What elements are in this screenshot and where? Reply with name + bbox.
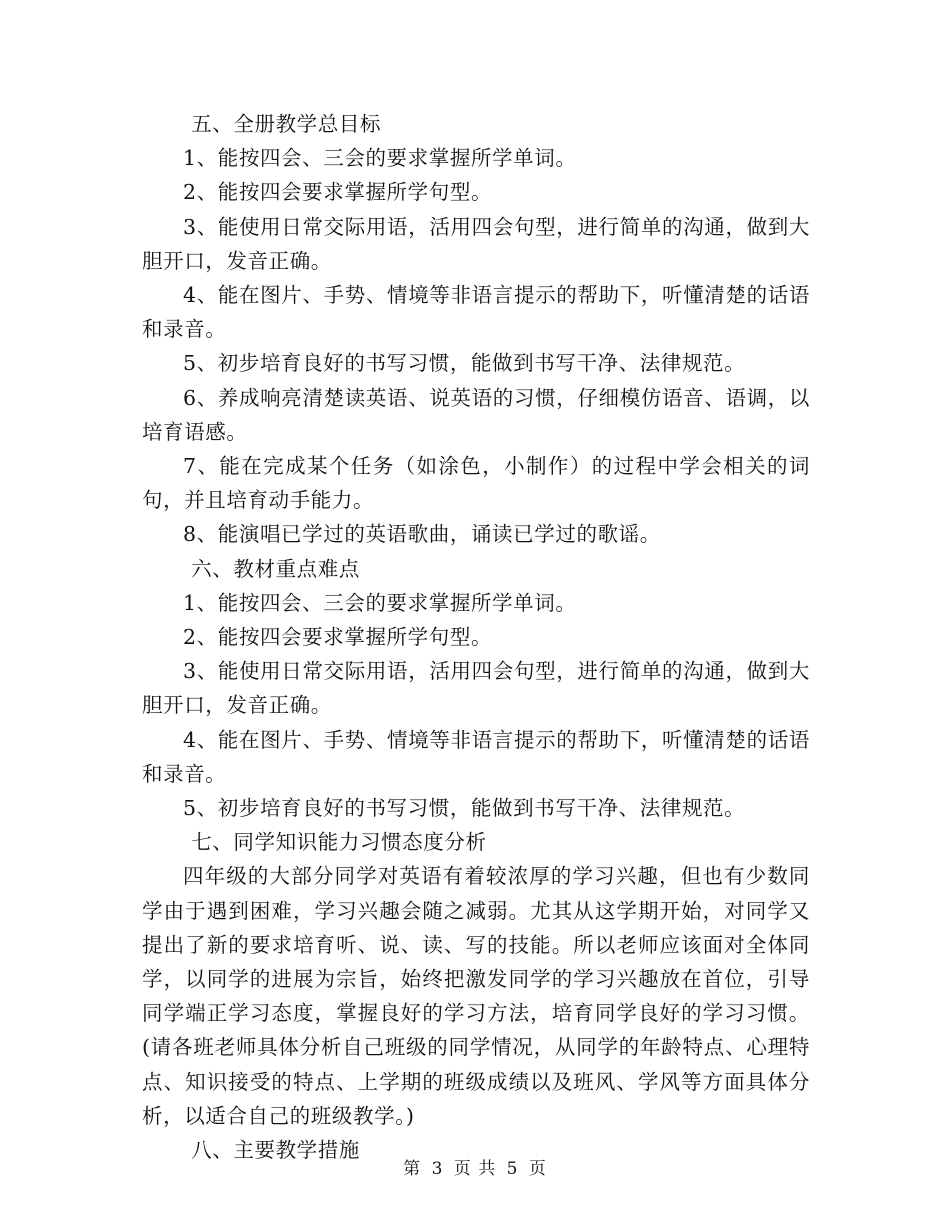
section-heading-key-points: 六、教材重点难点 bbox=[191, 556, 360, 581]
key-point-item-1: 1、能按四会、三会的要求掌握所学单词。 bbox=[183, 590, 577, 615]
student-analysis-paragraph: 四年级的大部分同学对英语有着较浓厚的学习兴趣，但也有少数同学由于遇到困难，学习兴趣会随之减弱。尤其从这学期开始，对同学又提出了新的要求培育听、说、读、写的技能。所以老师应该面对全体同学，以同学的进展为宗旨，始终把激发同学的学习兴趣放在首位，引导同学端正学习态度，掌握良好的学习方法，培育同学良好的学习习惯。(请各班老师具体分析自己班级的同学情况，从同学的年龄特点、心理特点、知识接受的特点、上学期的班级成绩以及班风、学风等方面具体分析，以适合自己的班级教学。) bbox=[142, 864, 810, 1128]
key-point-item-3: 3、能使用日常交际用语，活用四会句型，进行简单的沟通，做到大胆开口，发音正确。 bbox=[142, 659, 810, 718]
goal-item-6: 6、养成响亮清楚读英语、说英语的习惯，仔细模仿语音、语调，以培育语感。 bbox=[142, 385, 810, 444]
goal-item-7: 7、能在完成某个任务（如涂色，小制作）的过程中学会相关的词句，并且培育动手能力。 bbox=[142, 454, 810, 513]
page-footer bbox=[0, 1154, 950, 1179]
section-heading-measures: 八、主要教学措施 bbox=[191, 1138, 360, 1163]
footer-prefix: 第 bbox=[403, 1159, 422, 1179]
document-body bbox=[142, 107, 810, 1167]
key-point-item-5: 5、初步培育良好的书写习惯，能做到书写干净、法律规范。 bbox=[183, 796, 746, 821]
section-heading-goals: 五、全册教学总目标 bbox=[191, 112, 382, 136]
goal-item-2: 2、能按四会要求掌握所学句型。 bbox=[183, 180, 493, 205]
footer-current-page: 3 bbox=[431, 1159, 444, 1179]
key-point-item-4: 4、能在图片、手势、情境等非语言提示的帮助下，听懂清楚的话语和录音。 bbox=[142, 727, 810, 786]
goal-item-5: 5、初步培育良好的书写习惯，能做到书写干净、法律规范。 bbox=[183, 351, 746, 376]
goal-item-4: 4、能在图片、手势、情境等非语言提示的帮助下，听懂清楚的话语和录音。 bbox=[142, 283, 810, 342]
goal-item-1: 1、能按四会、三会的要求掌握所学单词。 bbox=[183, 146, 577, 171]
footer-total-pages: 5 bbox=[506, 1159, 519, 1179]
goal-item-3: 3、能使用日常交际用语，活用四会句型，进行简单的沟通，做到大胆开口，发音正确。 bbox=[142, 214, 810, 273]
footer-middle: 页 共 bbox=[453, 1159, 497, 1179]
key-point-item-2: 2、能按四会要求掌握所学句型。 bbox=[183, 625, 493, 650]
section-heading-student-analysis: 七、同学知识能力习惯态度分析 bbox=[191, 830, 487, 855]
goal-item-8: 8、能演唱已学过的英语歌曲，诵读已学过的歌谣。 bbox=[183, 522, 661, 547]
footer-suffix: 页 bbox=[528, 1159, 547, 1179]
